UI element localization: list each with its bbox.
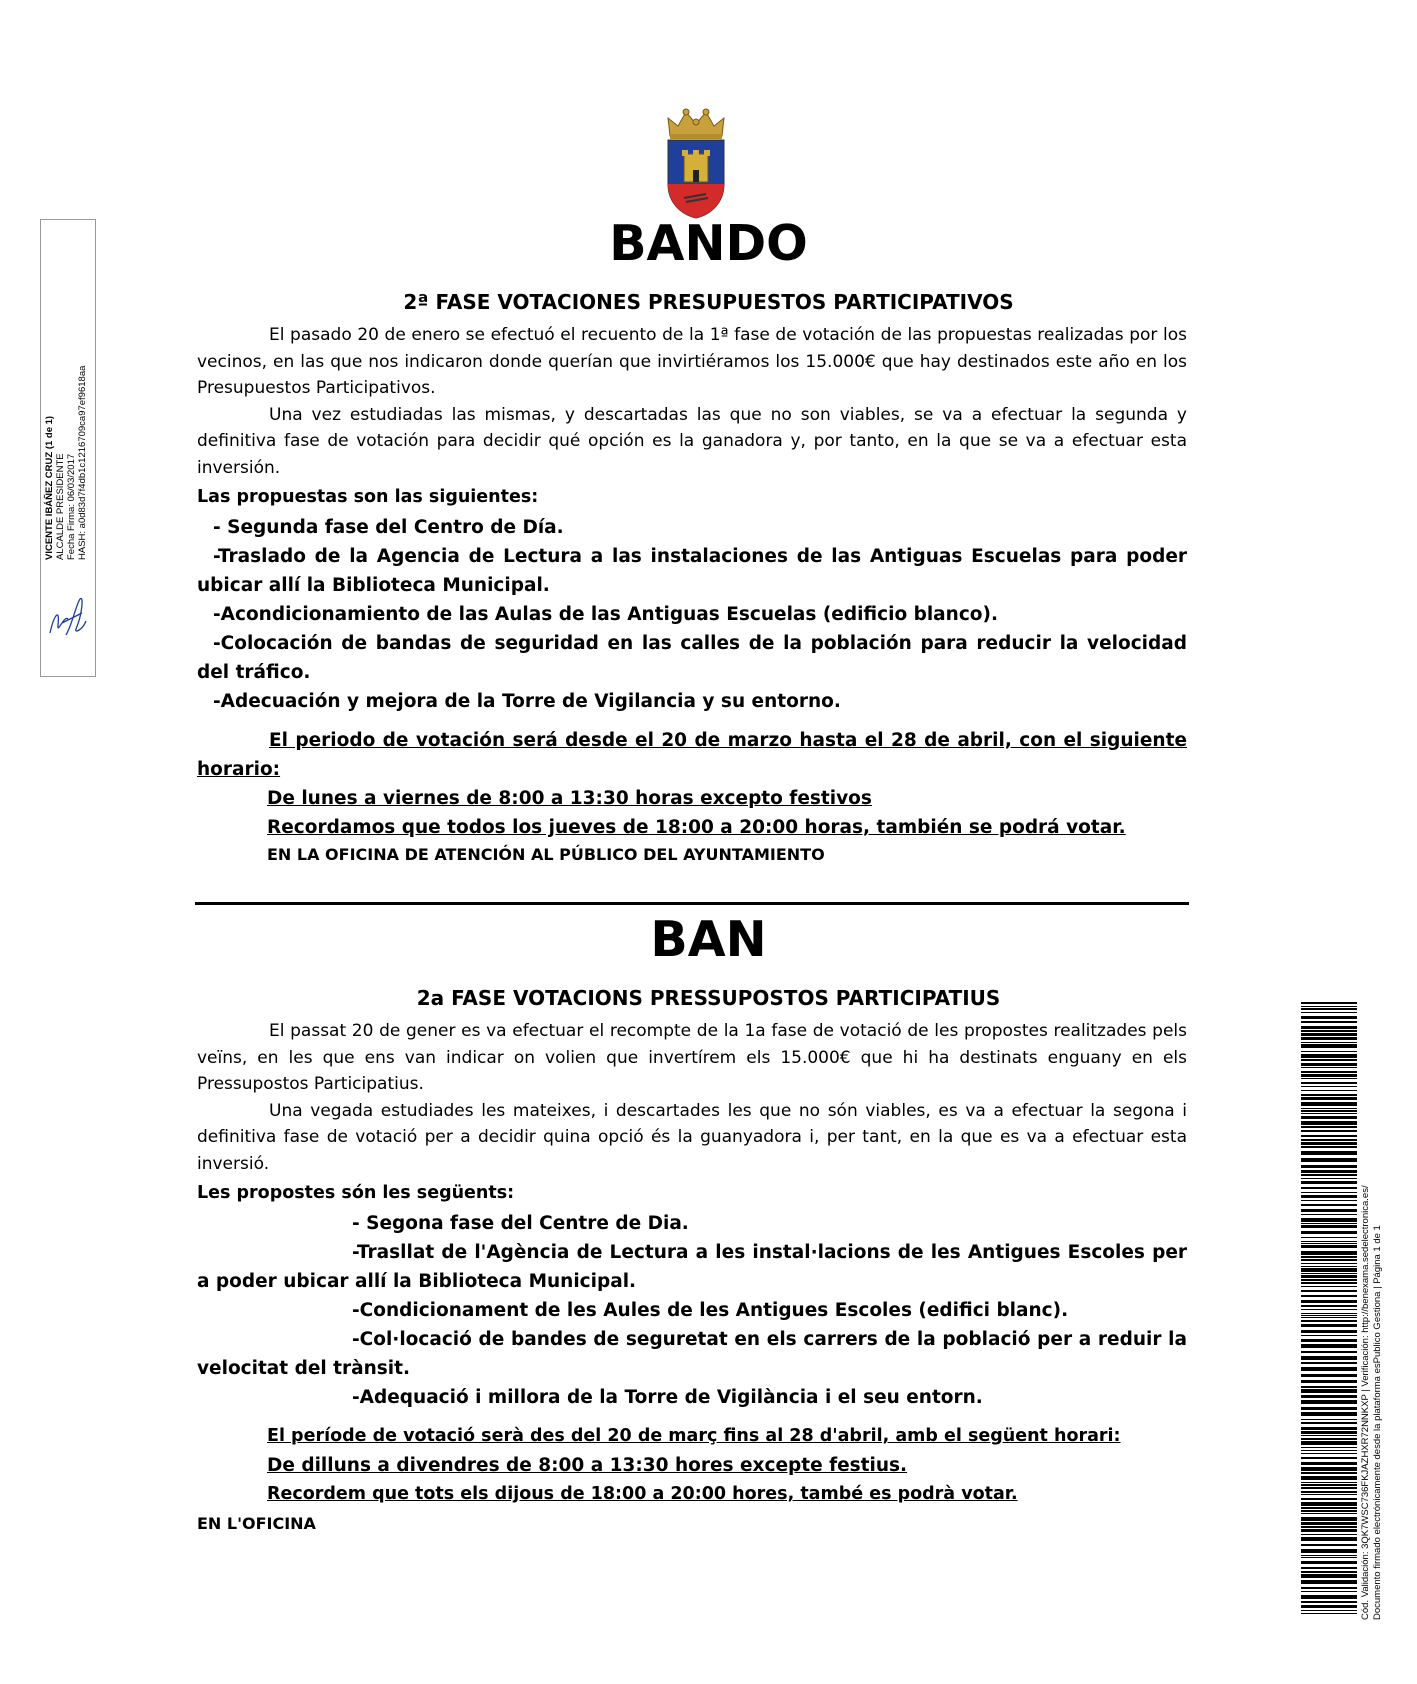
signature-hash: HASH: a0d83d7f4db1c1216709ca97ef9618aa [77,365,88,560]
barcode-bar [1301,1273,1357,1274]
barcode-bar [1301,1286,1357,1287]
barcode-bar [1301,1389,1357,1393]
barcode-bar [1301,1295,1357,1297]
barcode-bar [1301,1453,1357,1454]
barcode-bar [1301,1268,1357,1272]
barcode-bar [1301,1587,1357,1589]
barcode-bar [1301,1557,1357,1558]
barcode-bar [1301,1438,1357,1440]
barcode-bar [1301,1561,1357,1564]
barcode-bar [1301,1142,1357,1145]
ban-schedule-thursdays: Recordem que tots els dijous de 18:00 a 20:00 hores, també es podrà votar. [267,1484,1018,1504]
ban-paragraph-2: Una vegada estudiades les mateixes, i descartades les que no són viables, es va a efectuar la segona i definitiva fase de votació per a decidir quina opció és la guanyadora i, per tant, en la que es va a efectuar esta inversió. [197,1100,1187,1174]
barcode-bar [1301,1195,1357,1198]
list-item: - Segunda fase del Centro de Día. [213,517,564,538]
barcode-bar [1301,1054,1357,1058]
barcode-bar [1301,1030,1357,1032]
barcode-bar [1301,1447,1357,1448]
barcode-bar [1301,1419,1357,1420]
barcode-bar [1301,1151,1357,1155]
coat-of-arms-logo [658,106,734,220]
barcode-icon [1301,1002,1357,1614]
barcode-bar [1301,1051,1357,1052]
barcode-bar [1301,1243,1357,1244]
barcode-bar [1301,1510,1357,1512]
barcode-bar [1301,1002,1357,1004]
barcode-bar [1301,1200,1357,1201]
barcode-bar [1301,1113,1357,1114]
barcode-bar [1301,1386,1357,1388]
barcode-bar [1301,1522,1357,1525]
barcode-bar [1301,1209,1357,1212]
ban-body [197,1018,1187,1537]
barcode-bar [1301,1574,1357,1578]
barcode-bar [1301,1158,1357,1162]
ban-proposals-heading: Les propostes són les següents: [197,1183,515,1203]
barcode-bar [1301,1400,1357,1404]
list-item: -Colocación de bandas de seguridad en las calles de la población para reducir la velocidad del tráfico. [197,633,1187,683]
ban-voting-period: El període de votació serà des del 20 de març fins al 28 d'abril, amb el següent horari: [267,1426,1121,1446]
barcode-bar [1301,1339,1357,1342]
barcode-bar [1301,1330,1357,1333]
barcode-bar [1301,1116,1357,1119]
barcode-bar [1301,1245,1357,1248]
barcode-bar [1301,1033,1357,1036]
barcode-bar [1301,1494,1357,1495]
barcode-bar [1301,1605,1357,1608]
barcode-bar [1301,1218,1357,1222]
barcode-bar [1301,1309,1357,1310]
bando-schedule-weekdays: De lunes a viernes de 8:00 a 13:30 horas excepto festivos [267,788,872,809]
handwritten-signature-icon [42,585,92,645]
barcode-bar [1301,1472,1357,1474]
bando-paragraph-1: El pasado 20 de enero se efectuó el recuento de la 1ª fase de votación de las propuestas realizadas por los vecinos, en las que nos indicaron donde querían que invirtiéramos los 15.000€ que hay destinados este año en los Presupuestos Participativos. [197,325,1187,398]
barcode-bar [1301,1356,1357,1360]
barcode-bar [1301,1237,1357,1238]
barcode-bar [1301,1544,1357,1546]
barcode-bar [1301,1094,1357,1096]
barcode-bar [1301,1534,1357,1535]
verification-line-1: Cód. Validación: 3QK7WSC736FKJAZHXR72NNKXP | Verificación: http://benexama.sedelectronica.es/ [1360,1185,1371,1620]
list-item: - Segona fase del Centre de Dia. [352,1213,689,1234]
barcode-bar [1301,1275,1357,1278]
barcode-bar [1301,1223,1357,1224]
barcode-bar [1301,1529,1357,1532]
barcode-bar [1301,1324,1357,1327]
barcode-bar [1301,1450,1357,1451]
list-item: -Col·locació de bandes de seguretat en els carrers de la població per a reduir la velocitat del trànsit. [197,1329,1187,1379]
barcode-bar [1301,1320,1357,1322]
barcode-bar [1301,1016,1357,1019]
barcode-bar [1301,1591,1357,1592]
barcode-bar [1301,1135,1357,1137]
ban-title: BAN [650,911,767,968]
barcode-bar [1301,1380,1357,1383]
ban-office: EN L'OFICINA [197,1514,316,1533]
barcode-bar [1301,1300,1357,1303]
barcode-bar [1301,1086,1357,1087]
barcode-bar [1301,1555,1357,1556]
bando-body [197,322,1187,868]
barcode-bar [1301,1021,1357,1023]
barcode-bar [1301,1549,1357,1553]
barcode-bar [1301,1537,1357,1541]
barcode-bar [1301,1214,1357,1215]
list-item: -Condicionament de les Aules de les Antigues Escoles (edifici blanc). [352,1300,1069,1321]
bando-proposals-heading: Las propuestas son las siguientes: [197,487,539,507]
barcode-bar [1301,1422,1357,1424]
barcode-bar [1301,1571,1357,1573]
barcode-bar [1301,1231,1357,1234]
barcode-bar [1301,1204,1357,1206]
barcode-bar [1301,1178,1357,1179]
signature-stamp-text [44,320,88,560]
barcode-bar [1301,1256,1357,1258]
barcode-bar [1301,1395,1357,1398]
barcode-bar [1301,1467,1357,1471]
barcode-bar [1301,1026,1357,1029]
barcode-bar [1301,1146,1357,1148]
barcode-bar [1301,1126,1357,1128]
bando-subtitle: 2ª FASE VOTACIONES PRESUPUESTOS PARTICIPATIVOS [403,290,1014,314]
barcode-bar [1301,1130,1357,1132]
barcode-bar [1301,1526,1357,1528]
barcode-bar [1301,1097,1357,1100]
barcode-bar [1301,1335,1357,1336]
barcode-bar [1301,1502,1357,1506]
barcode-bar [1301,1507,1357,1509]
barcode-bar [1301,1037,1357,1040]
barcode-bar [1301,1174,1357,1176]
ban-schedule-weekdays: De dilluns a divendres de 8:00 a 13:30 hores excepte festius. [267,1455,908,1476]
barcode-bar [1301,1427,1357,1430]
bando-voting-period: El periodo de votación será desde el 20 de marzo hasta el 28 de abril, con el siguiente horario: [197,730,1187,780]
barcode-bar [1301,1121,1357,1125]
barcode-bar [1301,1225,1357,1228]
barcode-bar [1301,1344,1357,1348]
barcode-bar [1301,1313,1357,1314]
barcode-bar [1301,1595,1357,1599]
barcode-bar [1301,1580,1357,1584]
barcode-bar [1301,1165,1357,1168]
list-item: -Adecuación y mejora de la Torre de Vigilancia y su entorno. [213,691,841,712]
bando-paragraph-2: Una vez estudiadas las mismas, y descartadas las que no son viables, se va a efectuar la segunda y definitiva fase de votación para decidir qué opción es la ganadora y, por tanto, en la que se va a efectuar esta inversión. [197,404,1187,478]
barcode-bar [1301,1441,1357,1445]
barcode-bar [1301,1090,1357,1091]
barcode-bar [1301,1192,1357,1193]
barcode-bar [1301,1613,1357,1614]
barcode-bar [1301,1063,1357,1066]
barcode-bar [1301,1282,1357,1284]
barcode-bar [1301,1067,1357,1068]
barcode-bar [1301,1351,1357,1353]
barcode-bar [1301,1491,1357,1493]
bando-schedule-thursdays: Recordamos que todos los jueves de 18:00 a 20:00 horas, también se podrá votar. [267,817,1126,838]
signature-date: Fecha Firma: 06/03/2017 [66,453,77,560]
barcode-bar [1301,1251,1357,1255]
barcode-bar [1301,1110,1357,1112]
barcode-bar [1301,1476,1357,1480]
barcode-bar [1301,1610,1357,1611]
barcode-bar [1301,1012,1357,1013]
barcode-bar [1301,1008,1357,1010]
barcode-bar [1301,1187,1357,1189]
barcode-bar [1301,1042,1357,1043]
barcode-bar [1301,1412,1357,1416]
barcode-bar [1301,1139,1357,1141]
barcode-bar [1301,1457,1357,1459]
barcode-bar [1301,1487,1357,1489]
list-item: -Traslado de la Agencia de Lectura a las instalaciones de las Antiguas Escuelas para poder ubicar allí la Biblioteca Municipal. [197,546,1187,596]
barcode-bar [1301,1078,1357,1079]
list-item: -Trasllat de l'Agència de Lectura a les instal·lacions de les Antigues Escoles per a poder ubicar allí la Biblioteca Municipal. [197,1242,1187,1292]
verification-text [1360,1060,1384,1620]
barcode-bar [1301,1071,1357,1073]
barcode-bar [1301,1367,1357,1371]
barcode-bar [1301,1044,1357,1048]
barcode-bar [1301,1498,1357,1500]
verification-line-2: Documento firmado electrónicamente desde la plataforma esPublico Gestiona | Página 1 de 1 [1372,1225,1383,1620]
barcode-bar [1301,1567,1357,1569]
barcode-bar [1301,1362,1357,1364]
barcode-bar [1301,1462,1357,1465]
ban-subtitle: 2a FASE VOTACIONS PRESSUPOSTOS PARTICIPATIUS [416,986,1001,1010]
barcode-bar [1301,1435,1357,1436]
barcode-bar [1301,1181,1357,1184]
barcode-bar [1301,1102,1357,1106]
barcode-bar [1301,1407,1357,1410]
barcode-bar [1301,1315,1357,1316]
signer-role: ALCALDE PRESIDENTE [55,453,66,560]
barcode-bar [1301,1241,1357,1242]
barcode-bar [1301,1108,1357,1109]
barcode-bar [1301,1006,1357,1007]
barcode-bar [1301,1059,1357,1061]
barcode-bar [1301,1170,1357,1173]
barcode-bar [1301,1263,1357,1264]
barcode-bar [1301,1431,1357,1434]
bando-title: BANDO [609,215,808,272]
barcode-bar [1301,1279,1357,1281]
list-item: -Adequació i millora de la Torre de Vigilància i el seu entorn. [352,1387,983,1408]
barcode-bar [1301,1374,1357,1377]
barcode-bar [1301,1601,1357,1603]
barcode-bar [1301,1484,1357,1486]
bando-office: EN LA OFICINA DE ATENCIÓN AL PÚBLICO DEL AYUNTAMIENTO [267,845,825,864]
barcode-bar [1301,1517,1357,1521]
barcode-bar [1301,1259,1357,1261]
barcode-bar [1301,1305,1357,1307]
signer-name: VICENTE IBÁÑEZ CRUZ (1 de 1) [44,415,55,560]
barcode-bar [1301,1513,1357,1514]
barcode-bar [1301,1082,1357,1084]
section-divider [195,902,1189,905]
barcode-bar [1301,1317,1357,1318]
barcode-bar [1301,1290,1357,1292]
barcode-bar [1301,1266,1357,1267]
barcode-bar [1301,1482,1357,1483]
list-item: -Acondicionamiento de las Aulas de las Antiguas Escuelas (edificio blanco). [213,604,998,625]
ban-paragraph-1: El passat 20 de gener es va efectuar el recompte de la 1a fase de votació de les propostes realitzades pels veïns, en les que ens van indicar on volien que invertírem els 15.000€ que hi ha destinats enguany en els Pressupostos Participatius. [197,1021,1187,1094]
barcode-bar [1301,1074,1357,1077]
